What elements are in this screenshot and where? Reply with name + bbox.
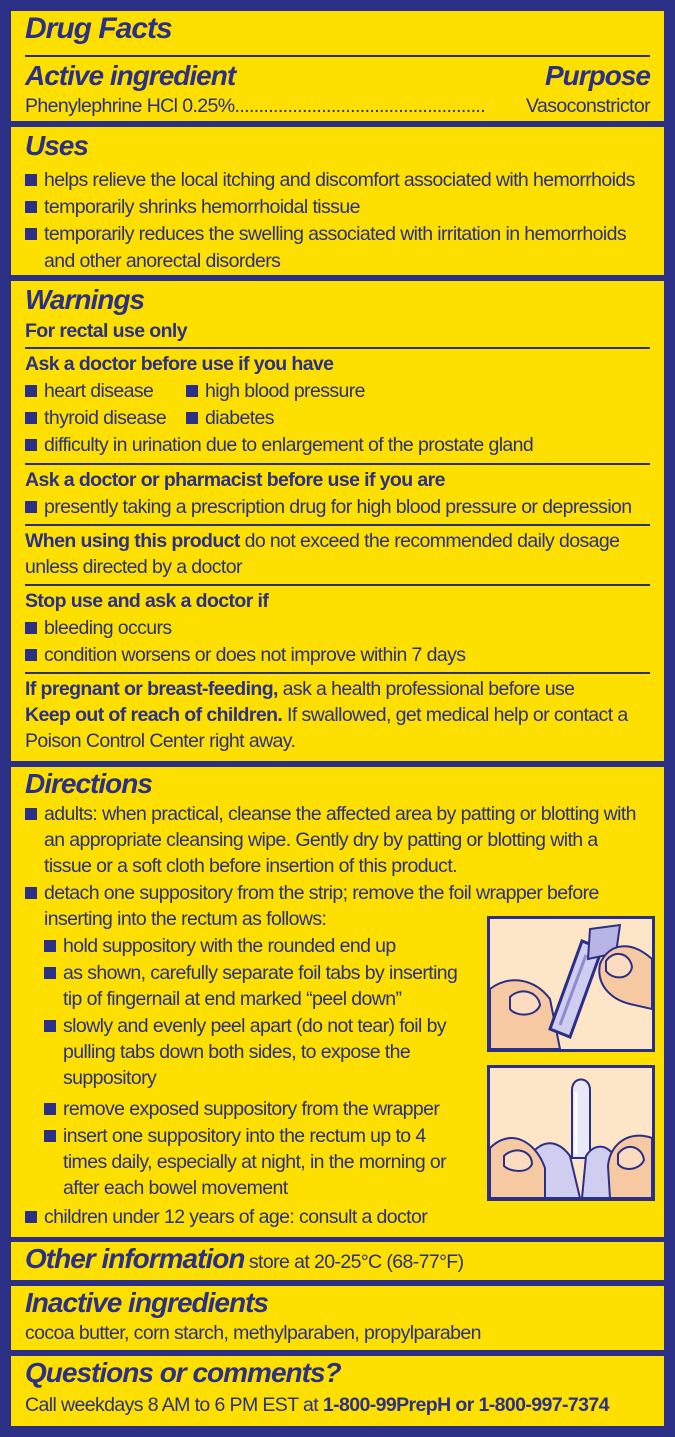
condition-item: thyroid disease (25, 405, 166, 431)
warnings-heading: Warnings (25, 284, 145, 315)
uses-item: helps relieve the local itching and discomfort associated with hemorrhoids (25, 167, 635, 193)
bullet-icon (25, 808, 37, 820)
ask-doctor-heading: Ask a doctor before use if you have (25, 353, 334, 375)
rectal-use-text: For rectal use only (25, 320, 187, 342)
bullet-icon (25, 649, 37, 661)
questions-section (11, 1356, 664, 1426)
when-using-text-continued: unless directed by a doctor (25, 556, 242, 578)
condition-item: heart disease (25, 378, 153, 404)
divider (25, 672, 650, 674)
condition-item: high blood pressure (186, 378, 365, 404)
condition-item: diabetes (186, 405, 274, 431)
sub-step: slowly and evenly peel apart (do not tear) foil by (44, 1013, 446, 1039)
directions-section (11, 767, 664, 1237)
other-information-section (11, 1242, 664, 1280)
bullet-icon (25, 174, 37, 186)
directions-item: children under 12 years of age: consult a doctor (25, 1204, 427, 1230)
divider (25, 463, 650, 465)
divider (25, 55, 650, 57)
phone-number: 1-800-99PrepH or 1-800-997-7374 (322, 1394, 609, 1416)
other-information-heading: Other information (25, 1243, 245, 1274)
bullet-icon (25, 228, 37, 240)
pregnant-text: If pregnant or breast-feeding, ask a health professional before use (25, 678, 575, 700)
uses-item: temporarily shrinks hemorrhoidal tissue (25, 194, 360, 220)
sub-step-continued: after each bowel movement (63, 1177, 288, 1199)
bullet-icon (186, 385, 198, 397)
sub-step-continued: tip of fingernail at end marked “peel down” (63, 988, 402, 1010)
sub-step-continued: suppository (63, 1067, 157, 1089)
ingredient-line (25, 93, 485, 119)
exposed-suppository-illustration (487, 1065, 655, 1201)
sub-step: insert one suppository into the rectum up to 4 (44, 1123, 426, 1149)
directions-item-continued: inserting into the rectum as follows: (44, 908, 327, 930)
bullet-icon (44, 1103, 56, 1115)
bullet-icon (25, 439, 37, 451)
uses-item-continued: and other anorectal disorders (44, 250, 281, 272)
stop-use-item: bleeding occurs (25, 615, 172, 641)
sub-step-continued: pulling tabs down both sides, to expose the (63, 1041, 411, 1063)
bullet-icon (44, 1130, 56, 1142)
sub-step: remove exposed suppository from the wrapper (44, 1096, 439, 1122)
ingredient-name: Phenylephrine HCl 0.25% (25, 95, 235, 117)
other-information-line (25, 1244, 464, 1275)
stop-use-heading: Stop use and ask a doctor if (25, 590, 269, 612)
directions-item-continued: tissue or a soft cloth before insertion of this product. (44, 855, 457, 877)
directions-heading: Directions (25, 768, 152, 799)
uses-section (11, 127, 664, 275)
bullet-icon (186, 412, 198, 424)
when-using-text: When using this product do not exceed the recommended daily dosage (25, 530, 620, 552)
bullet-icon (25, 1211, 37, 1223)
divider (25, 347, 650, 349)
divider (25, 584, 650, 586)
directions-item: detach one suppository from the strip; remove the foil wrapper before (25, 880, 599, 906)
hands-holding-suppository-image (490, 1068, 652, 1198)
uses-item: temporarily reduces the swelling associated with irritation in hemorrhoids (25, 221, 626, 247)
active-ingredient-heading: Active ingredient (25, 60, 236, 91)
sub-step: hold suppository with the rounded end up (44, 933, 396, 959)
directions-item: adults: when practical, cleanse the affected area by patting or blotting with (25, 801, 636, 827)
purpose-heading: Purpose (544, 60, 650, 91)
questions-text: Call weekdays 8 AM to 6 PM EST at 1-800-99PrepH or 1-800-997-7374 (25, 1394, 609, 1416)
inactive-ingredients-section (11, 1286, 664, 1350)
inactive-ingredients-text: cocoa butter, corn starch, methylparaben, propylparaben (25, 1322, 481, 1344)
keep-out-text-continued: Poison Control Center right away. (25, 730, 296, 752)
inactive-ingredients-heading: Inactive ingredients (25, 1287, 268, 1318)
condition-item: difficulty in urination due to enlargement of the prostate gland (25, 432, 533, 458)
hands-peeling-foil-image (490, 919, 652, 1049)
directions-item-continued: an appropriate cleansing wipe. Gently dry by patting or blotting with a (44, 829, 598, 851)
sub-step: as shown, carefully separate foil tabs by inserting (44, 960, 457, 986)
pharmacist-item: presently taking a prescription drug for high blood pressure or depression (25, 494, 632, 520)
drug-facts-title: Drug Facts (25, 12, 172, 45)
stop-use-item: condition worsens or does not improve within 7 days (25, 642, 465, 668)
bullet-icon (25, 412, 37, 424)
questions-heading: Questions or comments? (25, 1357, 341, 1388)
purpose-value: Vasoconstrictor (526, 95, 650, 117)
header-section (11, 11, 664, 121)
peel-foil-illustration (487, 916, 655, 1052)
bullet-icon (25, 887, 37, 899)
other-information-text: store at 20-25°C (68-77°F) (248, 1251, 464, 1273)
bullet-icon (25, 201, 37, 213)
bullet-icon (25, 622, 37, 634)
bullet-icon (44, 940, 56, 952)
warnings-section (11, 281, 664, 761)
bullet-icon (44, 967, 56, 979)
sub-step-continued: times daily, especially at night, in the morning or (63, 1151, 447, 1173)
dot-leader: .................................................... (234, 95, 486, 117)
uses-heading: Uses (25, 130, 88, 161)
bullet-icon (25, 501, 37, 513)
ask-pharmacist-heading: Ask a doctor or pharmacist before use if you are (25, 469, 445, 491)
bullet-icon (44, 1020, 56, 1032)
divider (25, 524, 650, 526)
bullet-icon (25, 385, 37, 397)
keep-out-text: Keep out of reach of children. If swallowed, get medical help or contact a (25, 704, 628, 726)
